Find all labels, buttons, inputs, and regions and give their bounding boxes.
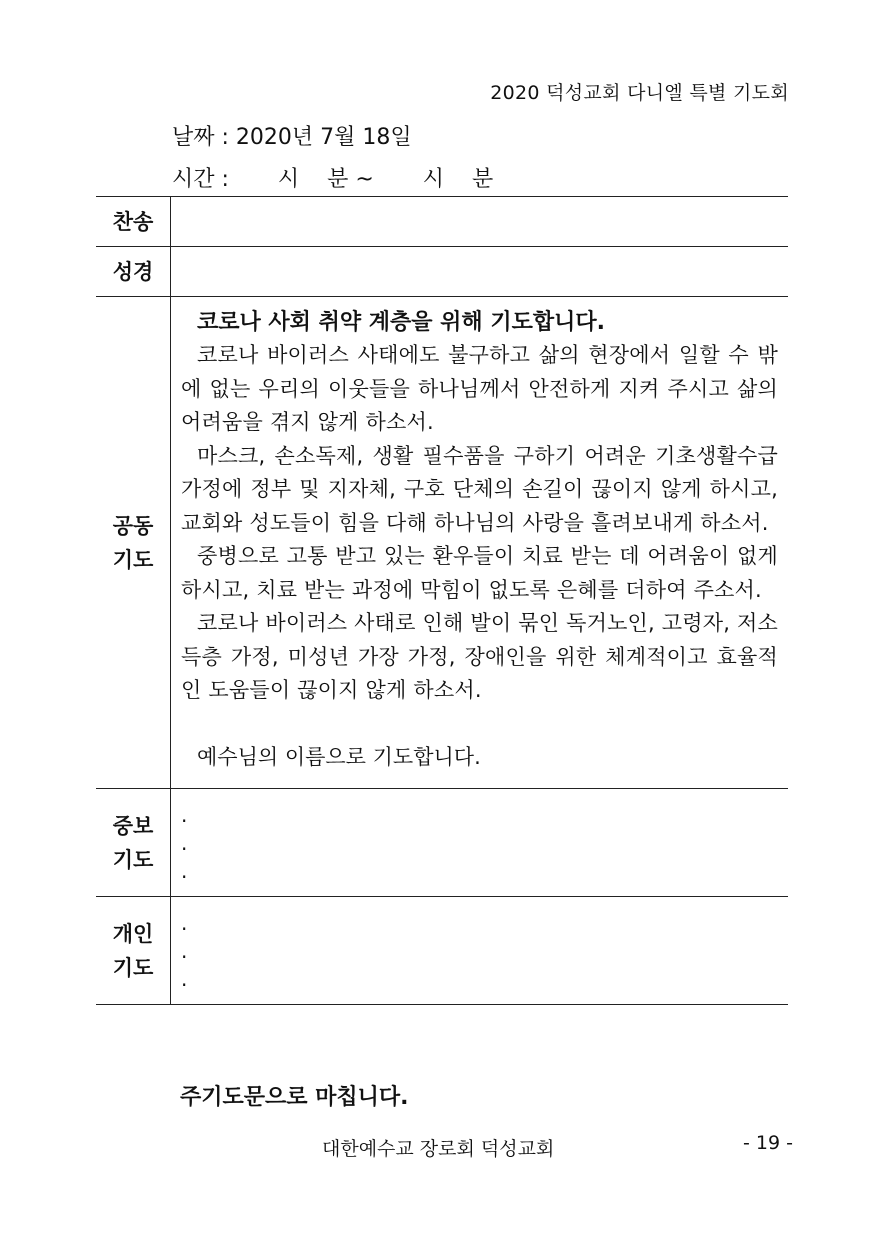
prayer-closing: 예수님의 이름으로 기도합니다.	[197, 744, 481, 769]
footer-note: 주기도문으로 마칩니다.	[180, 1085, 409, 1110]
page-number: - 19 -	[743, 1132, 793, 1154]
personal-prayer-field[interactable]	[171, 897, 789, 1005]
scripture-field[interactable]	[171, 247, 789, 297]
personal-dot-1: .	[181, 910, 188, 935]
intercession-dot-1: .	[181, 802, 188, 827]
intercession-label	[96, 789, 171, 897]
header-title: 2020 덕성교회 다니엘 특별 기도회	[490, 82, 789, 104]
personal-prayer-label-line-2: 기도	[112, 955, 154, 980]
common-prayer-content	[171, 297, 789, 789]
date-line: 날짜 : 2020년 7월 18일	[172, 125, 412, 150]
time-line: 시간 : 시 분 ~ 시 분	[172, 167, 494, 192]
common-prayer-label-line-1: 공동	[112, 513, 154, 538]
personal-prayer-label	[96, 897, 171, 1005]
personal-prayer-row	[96, 897, 788, 1005]
intercession-label-line-2: 기도	[112, 847, 154, 872]
intercession-row	[96, 789, 788, 897]
common-prayer-row	[96, 297, 788, 789]
intercession-label-line-1: 중보	[112, 813, 154, 838]
hymn-label: 찬송	[96, 197, 171, 247]
prayer-heading: 코로나 사회 취약 계층을 위해 기도합니다.	[197, 310, 605, 335]
prayer-paragraph-1: 코로나 바이러스 사태에도 불구하고 삶의 현장에서 일할 수 밖에 없는 우리의 이웃들을 하나님께서 안전하게 지켜 주시고 삶의 어려움을 겪지 않게 하소서.	[181, 343, 778, 434]
hymn-field[interactable]	[171, 197, 789, 247]
hymn-row	[96, 197, 788, 247]
prayer-paragraph-2: 마스크, 손소독제, 생활 필수품을 구하기 어려운 기초생활수급 가정에 정부 및 지자체, 구호 단체의 손길이 끊이지 않게 하시고, 교회와 성도들이 힘을 다해 하나님의 사랑을 흘려보내게 하소서.	[181, 443, 778, 535]
personal-prayer-label-line-1: 개인	[112, 921, 154, 946]
common-prayer-label	[96, 297, 171, 789]
personal-dot-3: .	[181, 966, 188, 991]
common-prayer-label-line-2: 기도	[112, 547, 154, 572]
scripture-label: 성경	[96, 247, 171, 297]
personal-dot-2: .	[181, 938, 188, 963]
intercession-dot-2: .	[181, 830, 188, 855]
intercession-field[interactable]	[171, 789, 789, 897]
scripture-row	[96, 247, 788, 297]
prayer-table	[96, 196, 788, 1005]
intercession-dot-3: .	[181, 858, 188, 883]
prayer-paragraph-3: 중병으로 고통 받고 있는 환우들이 치료 받는 데 어려움이 없게 하시고, 치료 받는 과정에 막힘이 없도록 은혜를 더하여 주소서.	[181, 544, 778, 602]
prayer-paragraph-4: 코로나 바이러스 사태로 인해 발이 묶인 독거노인, 고령자, 저소득층 가정, 미성년 가장 가정, 장애인을 위한 체계적이고 효율적인 도움들이 끊이지 않게 하소서.	[181, 611, 778, 702]
footer-organization: 대한예수교 장로회 덕성교회	[322, 1138, 555, 1160]
